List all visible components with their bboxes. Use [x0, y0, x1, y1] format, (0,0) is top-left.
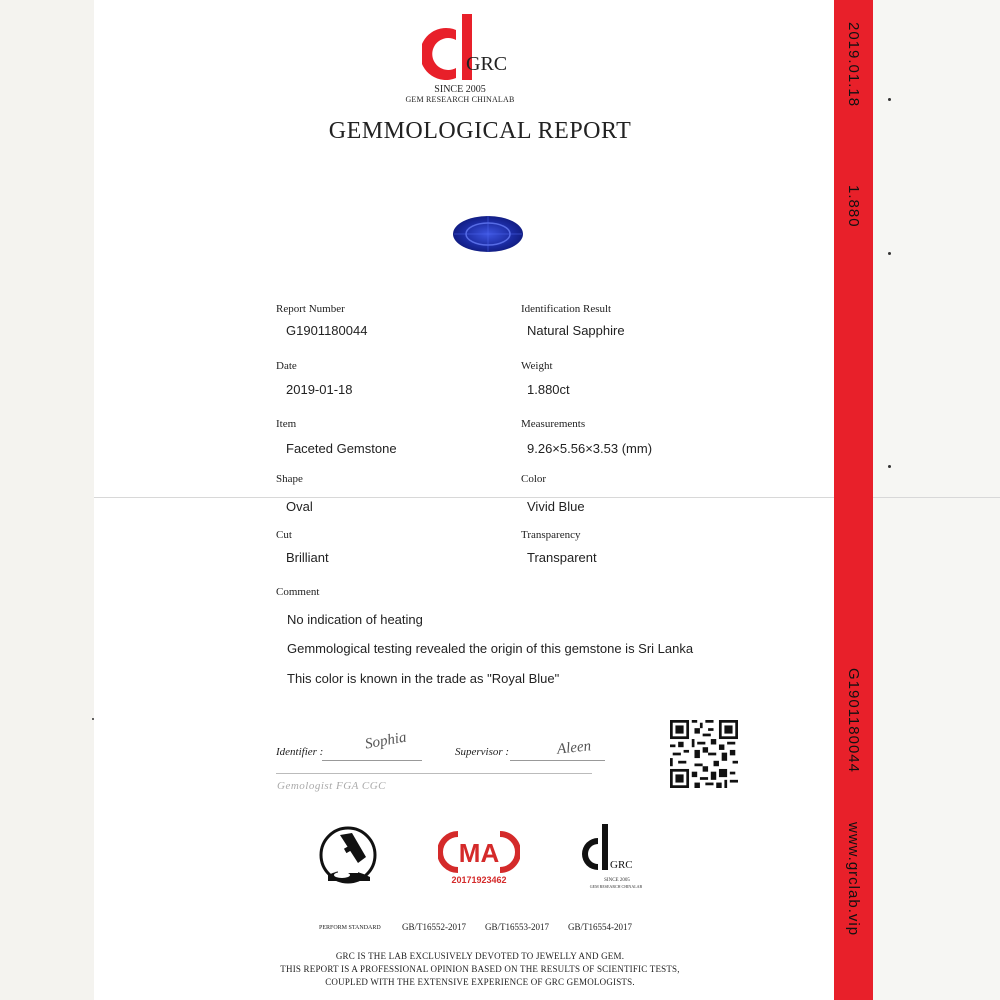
gemologist-credentials: Gemologist FGA CGC	[277, 780, 387, 792]
fold-line-right	[873, 497, 1000, 498]
comment-label: Comment	[276, 586, 320, 598]
binder-dot	[92, 718, 94, 720]
band-date: 2019.01.18	[845, 22, 862, 108]
report-number-label: Report Number	[276, 303, 345, 315]
lab-name: GEM RESEARCH CHINALAB	[405, 95, 515, 104]
date-label: Date	[276, 360, 297, 372]
color-label: Color	[521, 473, 547, 485]
right-margin-strip	[873, 0, 1000, 1000]
weight-value: 1.880ct	[527, 382, 570, 397]
svg-text:MA: MA	[458, 838, 500, 868]
comment-line: Gemmological testing revealed the origin of this gemstone is Sri Lanka	[287, 641, 694, 656]
band-weight: 1.880	[845, 185, 862, 228]
band-website: www.grclab.vip	[845, 822, 862, 937]
report-title: GEMMOLOGICAL REPORT	[328, 118, 632, 144]
supervisor-sign-line	[510, 760, 605, 761]
footer-line: COUPLED WITH THE EXTENSIVE EXPERIENCE OF GRC GEMOLOGISTS.	[325, 977, 635, 987]
binder-dot	[888, 98, 891, 101]
measurements-value: 9.26×5.56×3.53 (mm)	[527, 441, 653, 456]
cut-value: Brilliant	[286, 550, 329, 565]
binder-dot	[888, 465, 891, 468]
standard-item: GB/T16553-2017	[485, 922, 549, 932]
cut-label: Cut	[276, 529, 292, 541]
grc-logo	[422, 12, 532, 91]
transparency-label: Transparency	[521, 529, 581, 541]
small-lab-text: GEM RESEARCH CHINALAB	[589, 884, 643, 889]
standard-item: GB/T16552-2017	[402, 922, 466, 932]
date-value: 2019-01-18	[286, 382, 353, 397]
footer-line: GRC IS THE LAB EXCLUSIVELY DEVOTED TO JEWELLY AND GEM.	[335, 951, 625, 961]
accreditation-seal-icon	[318, 823, 382, 889]
identifier-sign-line	[322, 760, 422, 761]
small-since-text: SINCE 2005	[604, 878, 630, 883]
shape-value: Oval	[286, 499, 313, 514]
transparency-value: Transparent	[527, 550, 597, 565]
standard-label: PERFORM STANDARD	[319, 925, 381, 931]
binder-dot	[888, 252, 891, 255]
cma-certification-icon	[438, 830, 520, 874]
report-number-value: G1901180044	[286, 323, 368, 338]
comment-line: No indication of heating	[287, 612, 423, 627]
cma-number: 20171923462	[451, 875, 507, 885]
left-margin-strip	[0, 0, 94, 1000]
svg-text:GRC: GRC	[610, 859, 633, 871]
credentials-line	[276, 773, 592, 774]
comment-line: This color is known in the trade as "Royal Blue"	[287, 671, 560, 686]
footer-line: THIS REPORT IS A PROFESSIONAL OPINION BASED ON THE RESULTS OF SCIENTIFIC TESTS,	[280, 964, 680, 974]
svg-text:GRC: GRC	[466, 53, 508, 75]
identifier-label: Identifier :	[276, 746, 324, 758]
shape-label: Shape	[276, 473, 303, 485]
grc-logo-icon	[422, 12, 532, 86]
identification-label: Identification Result	[521, 303, 612, 315]
measurements-label: Measurements	[521, 418, 586, 430]
grc-small-logo-icon	[578, 822, 642, 878]
identification-value: Natural Sapphire	[527, 323, 625, 338]
since-text: SINCE 2005	[434, 84, 486, 95]
item-value: Faceted Gemstone	[286, 441, 397, 456]
qr-code-icon	[670, 720, 738, 788]
band-report-number: G1901180044	[845, 668, 862, 773]
fold-line	[94, 497, 834, 498]
color-value: Vivid Blue	[527, 499, 585, 514]
gemstone-image	[452, 214, 524, 259]
supervisor-label: Supervisor :	[455, 746, 510, 758]
standard-item: GB/T16554-2017	[568, 922, 632, 932]
item-label: Item	[276, 418, 297, 430]
supervisor-signature: Aleen	[556, 738, 592, 758]
weight-label: Weight	[521, 360, 553, 372]
identifier-signature: Sophia	[363, 729, 408, 753]
